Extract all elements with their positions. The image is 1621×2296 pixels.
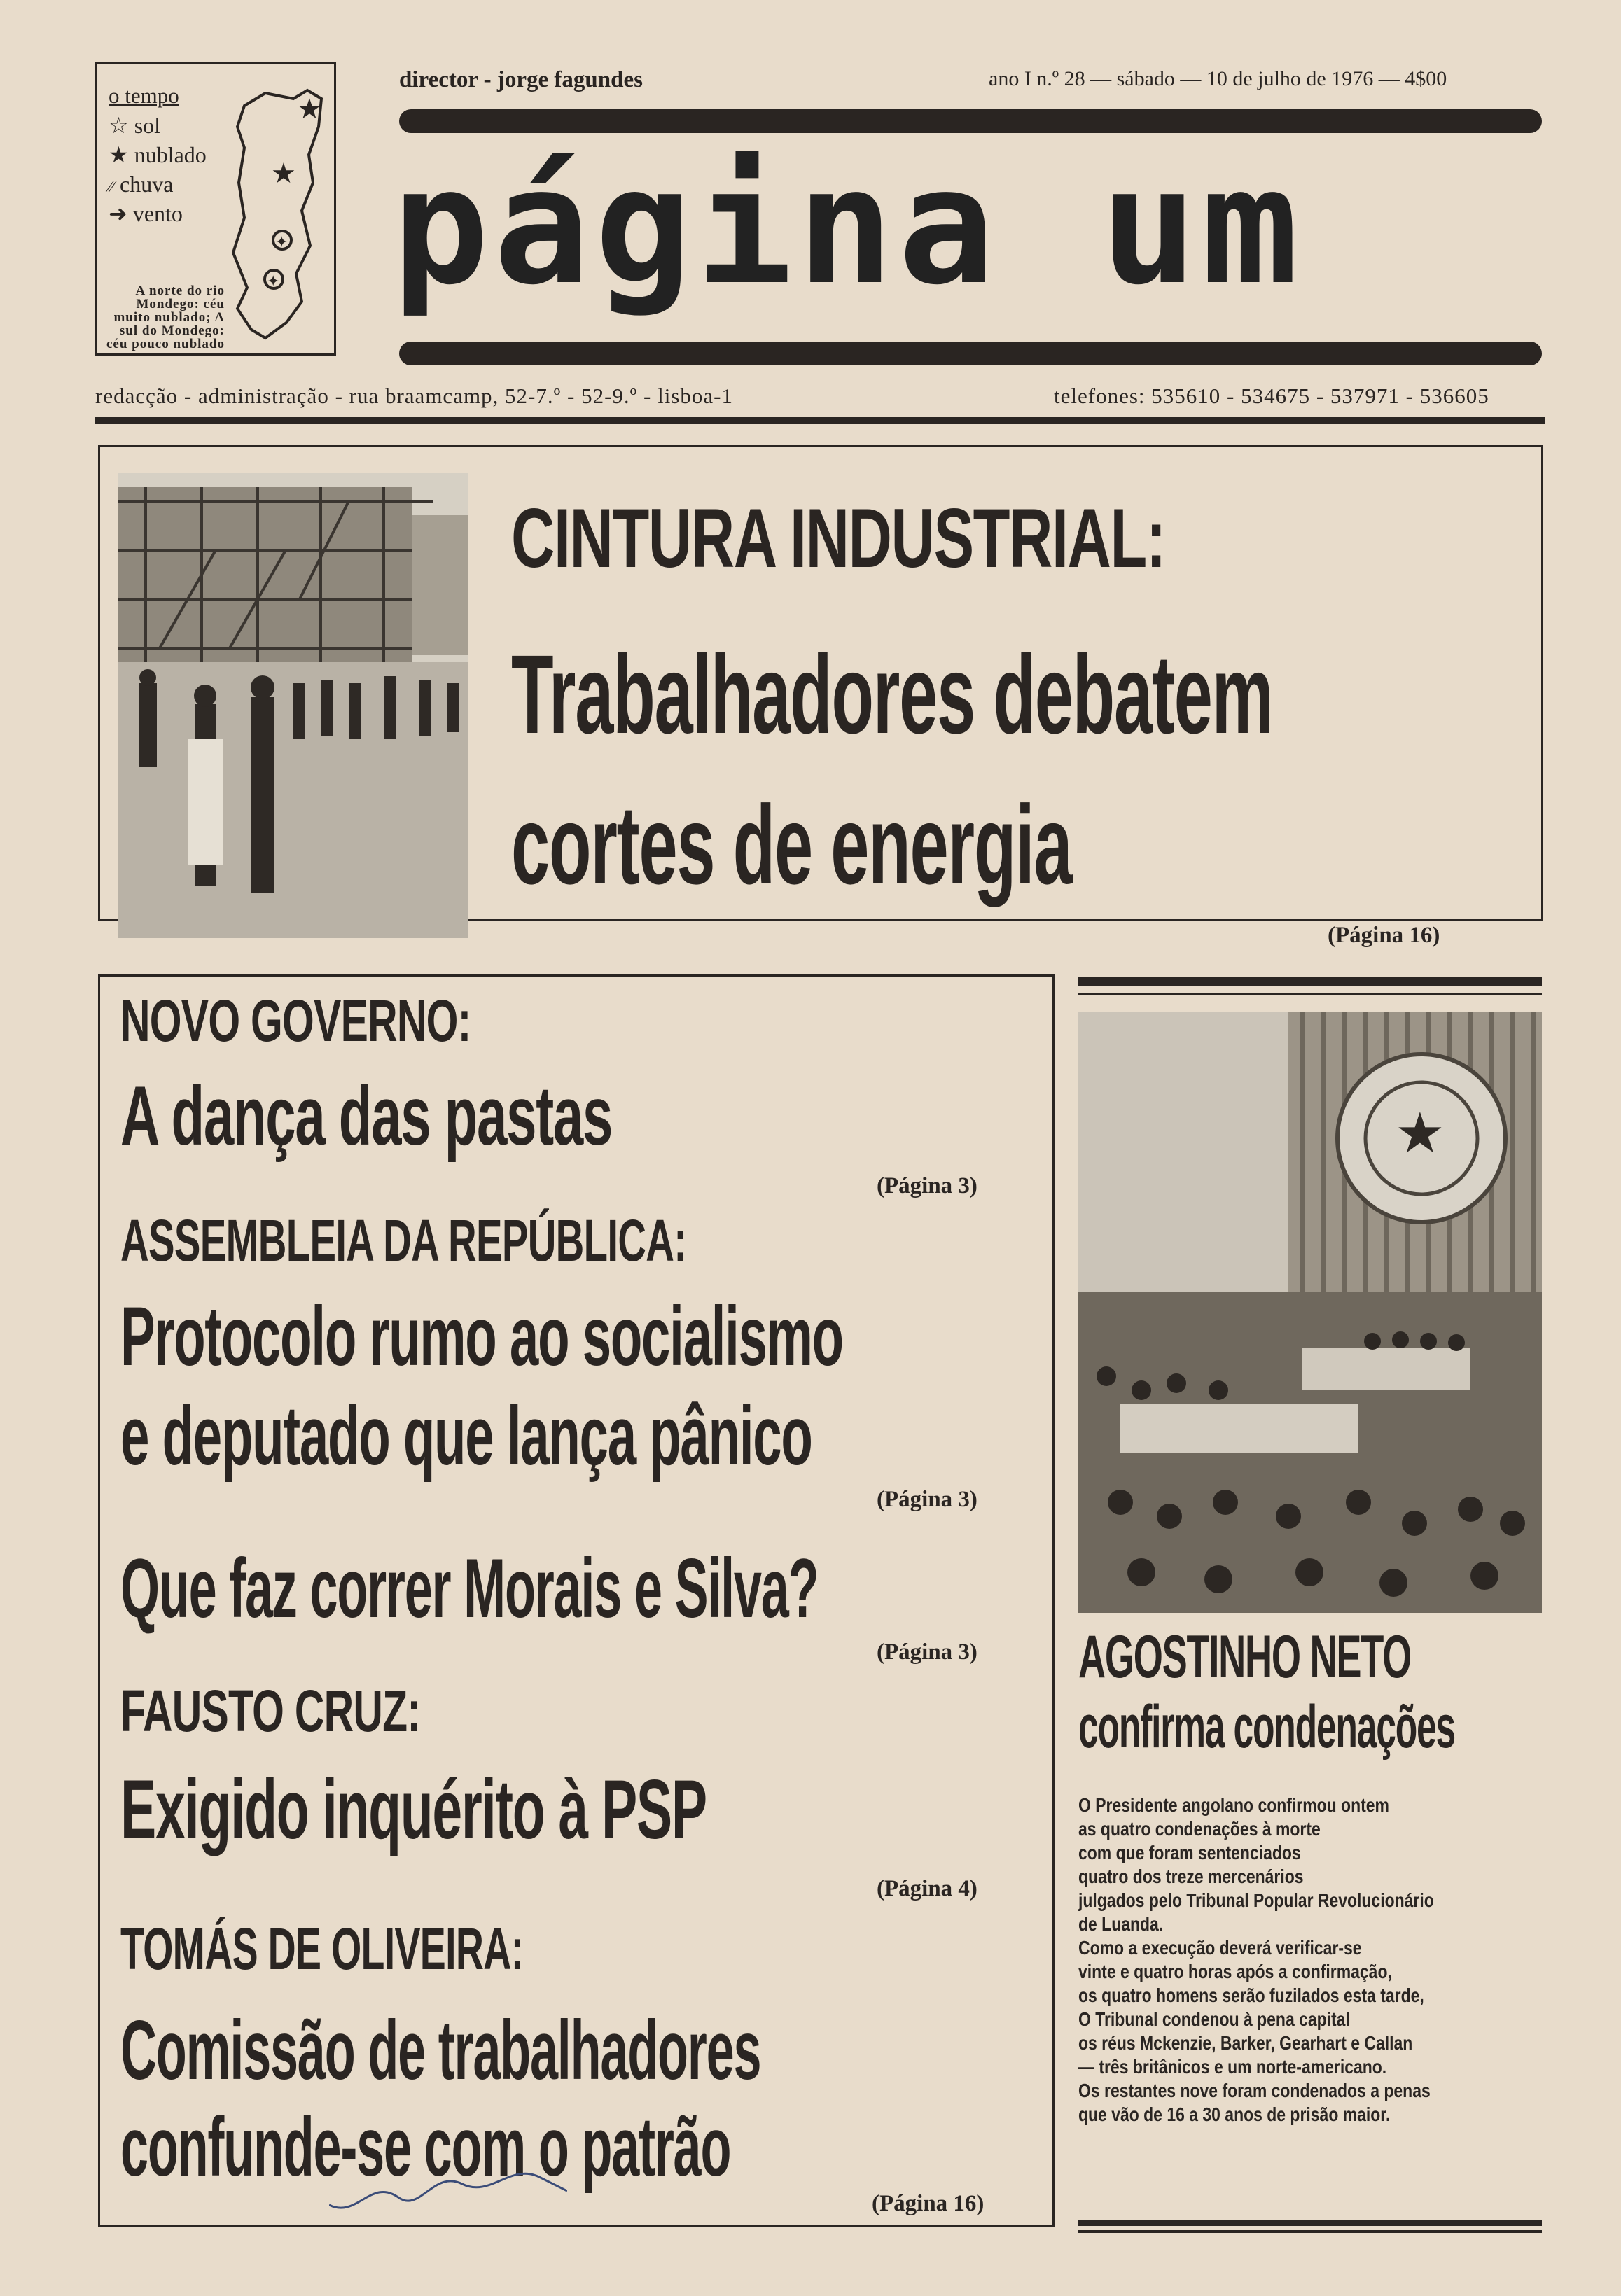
body-line: os réus Mckenzie, Barker, Gearhart e Callan [1078, 2032, 1413, 2054]
masthead-top-bar [399, 109, 1542, 133]
masthead-bottom-bar [399, 342, 1542, 365]
body-line: Como a execução deverá verificar-se [1078, 1937, 1362, 1959]
lead-page-ref: (Página 16) [1328, 923, 1440, 948]
body-line: quatro dos treze mercenários [1078, 1865, 1304, 1887]
story5-headline-line2: confunde-se com o patrão [120, 2100, 731, 2194]
body-line: que vão de 16 a 30 anos de prisão maior. [1078, 2104, 1391, 2125]
handwritten-scribble [329, 2142, 567, 2219]
svg-text:✦: ✦ [267, 273, 280, 290]
rain-icon: ⁄⁄ [109, 178, 115, 196]
masthead-title: página um [392, 134, 1303, 321]
story1-headline: A dança das pastas [120, 1069, 613, 1163]
body-line: os quatro homens serão fuzilados esta tarde, [1078, 1984, 1424, 2006]
body-line: de Luanda. [1078, 1913, 1164, 1935]
story3-page-ref: (Página 3) [877, 1639, 978, 1665]
body-line: O Presidente angolano confirmou ontem [1078, 1794, 1389, 1816]
story2-page-ref: (Página 3) [877, 1487, 978, 1512]
portugal-map-icon [223, 78, 328, 347]
phones-line: telefones: 535610 - 534675 - 537971 - 536605 [1054, 384, 1489, 408]
side-top-rule [1078, 977, 1542, 986]
address-line: redacção - administração - rua braamcamp, 52-7.º - 52-9.º - lisboa-1 [95, 384, 733, 408]
masthead-rule [95, 417, 1545, 424]
side-top-rule-thin [1078, 993, 1542, 995]
lead-photo [118, 473, 468, 938]
story2-headline-line1: Protocolo rumo ao socialismo [120, 1289, 843, 1383]
side-headline-line1: AGOSTINHO NETO [1078, 1623, 1412, 1690]
body-line: vinte e quatro horas após a confirmação, [1078, 1961, 1392, 1982]
director-line: director - jorge fagundes [399, 67, 643, 92]
star-filled-icon: ★ [109, 142, 129, 167]
lead-kicker: CINTURA INDUSTRIAL: [511, 491, 1166, 585]
weather-title: o tempo [109, 83, 179, 108]
side-headline-line2: confirma condenações [1078, 1693, 1456, 1760]
svg-text:✦: ✦ [275, 234, 288, 251]
side-photo [1078, 1012, 1542, 1613]
weather-legend-chuva: ⁄⁄ chuva [109, 172, 174, 197]
side-bottom-rule [1078, 2220, 1542, 2226]
weather-legend-nublado: ★ nublado [109, 142, 207, 167]
story5-kicker: TOMÁS DE OLIVEIRA: [120, 1916, 524, 1982]
side-body-text [1078, 1793, 1540, 2127]
wind-arrow-icon: ➜ [109, 201, 127, 226]
body-line: com que foram sentenciados [1078, 1842, 1301, 1863]
story1-page-ref: (Página 3) [877, 1173, 978, 1198]
issue-line: ano I n.º 28 — sábado — 10 de julho de 1976 — 4$00 [989, 67, 1447, 90]
star-outline-icon: ☆ [109, 113, 129, 138]
story3-headline: Que faz correr Morais e Silva? [120, 1541, 819, 1635]
lead-headline-line2: cortes de energia [511, 782, 1072, 907]
weather-note: A norte do rio Mondego: céu muito nublado; A sul do Mondego: céu pouco nublado [106, 284, 225, 351]
body-line: julgados pelo Tribunal Popular Revolucionário [1078, 1889, 1434, 1911]
svg-text:★: ★ [271, 158, 296, 190]
story1-kicker: NOVO GOVERNO: [120, 988, 471, 1054]
story4-headline: Exigido inquérito à PSP [120, 1763, 707, 1856]
body-line: — três britânicos e um norte-americano. [1078, 2056, 1387, 2078]
svg-text:★: ★ [1395, 1100, 1445, 1166]
story2-headline-line2: e deputado que lança pânico [120, 1389, 812, 1483]
story4-page-ref: (Página 4) [877, 1876, 978, 1901]
weather-legend-sol: ☆ sol [109, 113, 161, 138]
lead-headline-line1: Trabalhadores debatem [511, 631, 1273, 757]
story5-page-ref: (Página 16) [872, 2191, 985, 2216]
body-line: as quatro condenações à morte [1078, 1818, 1321, 1840]
story4-kicker: FAUSTO CRUZ: [120, 1678, 421, 1744]
body-line: O Tribunal condenou à pena capital [1078, 2008, 1350, 2030]
story2-kicker: ASSEMBLEIA DA REPÚBLICA: [120, 1208, 687, 1273]
weather-box [95, 62, 336, 356]
weather-legend-vento: ➜ vento [109, 201, 183, 226]
side-bottom-rule-thin [1078, 2230, 1542, 2233]
svg-text:★: ★ [297, 93, 322, 125]
story5-headline-line1: Comissão de trabalhadores [120, 2003, 761, 2097]
body-line: Os restantes nove foram condenados a penas [1078, 2080, 1431, 2101]
